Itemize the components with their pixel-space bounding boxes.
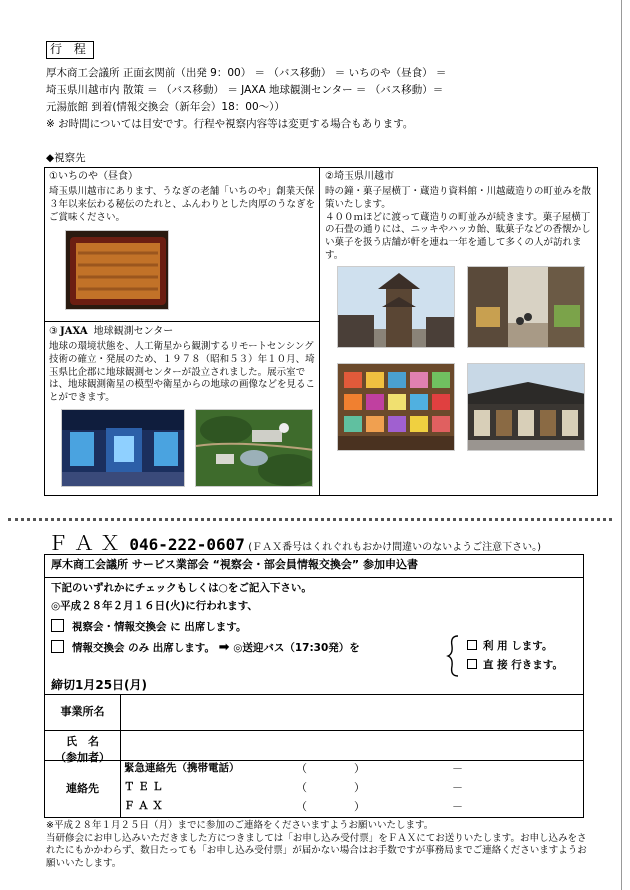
deadline: 締切1月25日(月) (51, 678, 148, 692)
itinerary-note: ※ お時間については目安です。行程や視察内容等は変更する場合もあります。 (46, 118, 414, 130)
checkbox-bus-direct[interactable] (467, 659, 477, 669)
option-exchange-only[interactable] (51, 640, 360, 657)
jaxa-aerial-photo (195, 409, 313, 487)
visit-heading: ◆視察先 (46, 152, 86, 164)
itinerary-line-2: 埼玉県川越市内 散策 ＝ （バス移動） ＝ JAXA 地球観測センター ＝ （バス移動）＝ (46, 84, 444, 96)
itinerary-line-3: 元湯旅館 到着(情報交換会（新年会）18：00～）） (46, 101, 285, 113)
contact-mobile-label: 緊急連絡先（携帯電話） (124, 762, 240, 774)
company-label: 事業所名 (45, 694, 121, 730)
contact-tel-label: Ｔ Ｅ Ｌ (124, 781, 163, 793)
visit-ichinoya-body: 埼玉県川越市にあります、うなぎの老舗「いちのや」創業天保３年以来伝わる秘伝のたれと、ふんわりとした肉厚のうなぎをご賞味ください。 (49, 186, 316, 223)
bus-direct-label: 直 接 行きます。 (483, 659, 563, 671)
visit-jaxa-body: 地球の環境状態を、人工衛星から観測するリモートセンシング技術の確立・発展のため、１９７８（昭和５３）年１０月、埼玉県比企郡に地球観測センターが設立されました。展示室では、地球観測衛星の模型や衛星からの地球の画像などを見ることができます。 (49, 341, 316, 404)
cut-line (8, 518, 612, 521)
fax-paren-open: （ (296, 800, 307, 813)
tel-paren-open: （ (296, 781, 307, 794)
option-both[interactable] (51, 619, 246, 635)
form-date-line: ◎平成２８年２月１６日(火)に行われます、 (51, 600, 258, 612)
checkbox-exchange-only[interactable] (51, 640, 64, 653)
kawagoe-bell-tower-photo (337, 266, 455, 348)
fax-field[interactable] (310, 798, 450, 814)
kawagoe-warehouse-street-photo (467, 363, 585, 451)
visit-jaxa (49, 325, 315, 405)
page-edge (621, 0, 622, 890)
mobile-phone-field[interactable] (310, 760, 450, 776)
kawagoe-candy-shop-photo (337, 363, 455, 451)
fax-paren-close: ） (354, 800, 365, 813)
eel-photo (65, 230, 169, 310)
visit-kawagoe-title: ②埼玉県川越市 (325, 171, 394, 182)
fax-dash: － (452, 800, 463, 813)
footer-note-2: 当研修会にお申し込みいただきました方につきましては「お申し込み受付票」をＦＡＸにてお送りいたします。お申し込みをされたにもかかわらず、数日たっても「お申し込み受付票」が届かない場合はお手数ですが事務局までご連絡くださいますようお願いいたします。 (46, 833, 587, 869)
grid-divider-vertical (319, 168, 320, 495)
jaxa-exhibit-photo (61, 409, 185, 487)
checkbox-bus-use[interactable] (467, 640, 477, 650)
itinerary-title: 行 程 (46, 41, 94, 59)
visit-jaxa-title: ③ JAXA 地球観測センター (49, 326, 174, 337)
arrow-right-icon: ➡ (218, 640, 230, 655)
itinerary-line-1: 厚木商工会議所 正面玄関前（出発 9：00） ＝ （バス移動） ＝ いちのや（昼食） ＝ (46, 67, 447, 79)
option-both-label: 視察会・情報交換会 に 出席します。 (72, 621, 247, 633)
name-label-main: 氏 名 (66, 735, 99, 748)
bus-options-brace (446, 634, 460, 678)
mobile-paren-close: ） (354, 762, 365, 775)
contact-fax-label: Ｆ Ａ Ｘ (124, 800, 163, 812)
visit-ichinoya-title: ①いちのや（昼食） (49, 171, 138, 182)
option-bus-direct[interactable] (467, 659, 563, 673)
fax-label: ＦＡＸ (48, 531, 126, 555)
tel-field[interactable] (310, 779, 450, 795)
form-instruction: 下記のいずれかにチェックもしくは○をご記入下さい。 (51, 582, 312, 594)
mobile-dash: － (452, 762, 463, 775)
tel-paren-close: ） (354, 781, 365, 794)
company-field[interactable] (123, 696, 581, 728)
option-exchange-only-label: 情報交換会 のみ 出席します。 (72, 642, 215, 654)
visit-ichinoya (49, 170, 315, 224)
grid-divider-horizontal (45, 321, 319, 322)
visit-kawagoe-body: 時の鐘・菓子屋横丁・蔵造り資料館・川越蔵造りの町並みを散策いたします。 ４００ｍほどに渡って蔵造りの町並みが続きます。菓子屋横丁の石畳の通りには、ニッキやハッカ飴、駄菓子などの香懐かしい菓子を扱う店舗が軒を連ね一年を通して多くの人が訪れます。 (325, 186, 592, 262)
fax-line (48, 530, 541, 556)
checkbox-both[interactable] (51, 619, 64, 632)
mobile-paren-open: （ (296, 762, 307, 775)
bus-use-label: 利 用 します。 (483, 640, 553, 652)
visit-kawagoe (325, 170, 593, 263)
option-bus-use[interactable] (467, 640, 552, 654)
form-title: 厚木商工会議所 サービス業部会 “視察会・部会員情報交換会” 参加申込書 (51, 558, 418, 571)
bus-label: ◎送迎バス（17:30発）を (233, 642, 360, 654)
fax-number: 046-222-0607 (129, 535, 245, 554)
name-label-sub: （参加者） (55, 751, 110, 764)
contact-label: 連絡先 (45, 760, 121, 818)
kawagoe-candy-alley-photo (467, 266, 585, 348)
fax-note: (ＦＡＸ番号はくれぐれもおかけ間違いのないようご注意下さい。) (248, 542, 542, 553)
visit-grid (44, 167, 598, 496)
tel-dash: － (452, 781, 463, 794)
footer-note-1: ※平成２８年１月２５日（月）までに参加のご連絡をくださいますようお願いいたします。 (46, 820, 434, 831)
